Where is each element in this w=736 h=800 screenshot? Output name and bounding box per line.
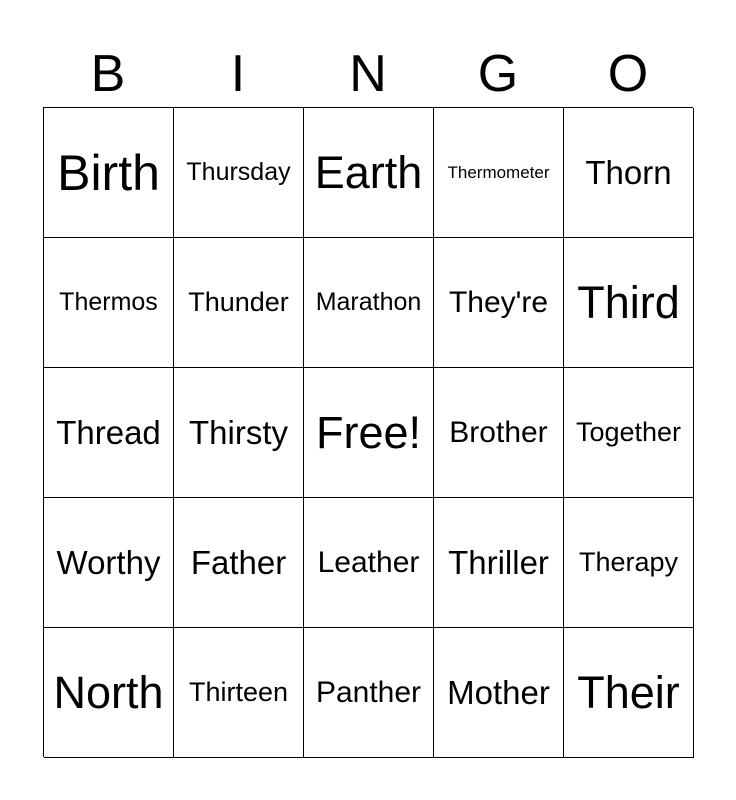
bingo-board <box>43 107 693 757</box>
bingo-cell[interactable]: Thirsty <box>174 368 304 498</box>
bingo-cell[interactable]: Thirteen <box>174 628 304 758</box>
bingo-cell[interactable]: Birth <box>44 108 174 238</box>
bingo-cell[interactable]: Thunder <box>174 238 304 368</box>
header-letter-n: N <box>349 45 387 103</box>
bingo-cell[interactable]: Therapy <box>564 498 694 628</box>
bingo-cell[interactable]: North <box>44 628 174 758</box>
bingo-cell[interactable]: Thread <box>44 368 174 498</box>
bingo-cell[interactable]: Earth <box>304 108 434 238</box>
bingo-cell[interactable]: Together <box>564 368 694 498</box>
bingo-header <box>43 44 693 104</box>
header-letter-b: B <box>90 45 126 103</box>
header-letter-i: I <box>230 45 246 103</box>
bingo-cell[interactable]: Worthy <box>44 498 174 628</box>
bingo-cell[interactable]: Father <box>174 498 304 628</box>
bingo-cell[interactable]: Brother <box>434 368 564 498</box>
bingo-cell[interactable]: Leather <box>304 498 434 628</box>
bingo-cell[interactable]: Thursday <box>174 108 304 238</box>
bingo-cell[interactable]: Their <box>564 628 694 758</box>
bingo-cell[interactable]: Thorn <box>564 108 694 238</box>
bingo-cell[interactable]: Thermos <box>44 238 174 368</box>
bingo-cell[interactable]: Thermometer <box>434 108 564 238</box>
header-letter-g: G <box>477 45 519 103</box>
bingo-cell[interactable]: Third <box>564 238 694 368</box>
bingo-cell[interactable]: Marathon <box>304 238 434 368</box>
bingo-cell[interactable]: They're <box>434 238 564 368</box>
bingo-cell[interactable]: Thriller <box>434 498 564 628</box>
free-space-cell[interactable]: Free! <box>304 368 434 498</box>
header-letter-o: O <box>607 45 649 103</box>
bingo-cell[interactable]: Panther <box>304 628 434 758</box>
bingo-cell[interactable]: Mother <box>434 628 564 758</box>
